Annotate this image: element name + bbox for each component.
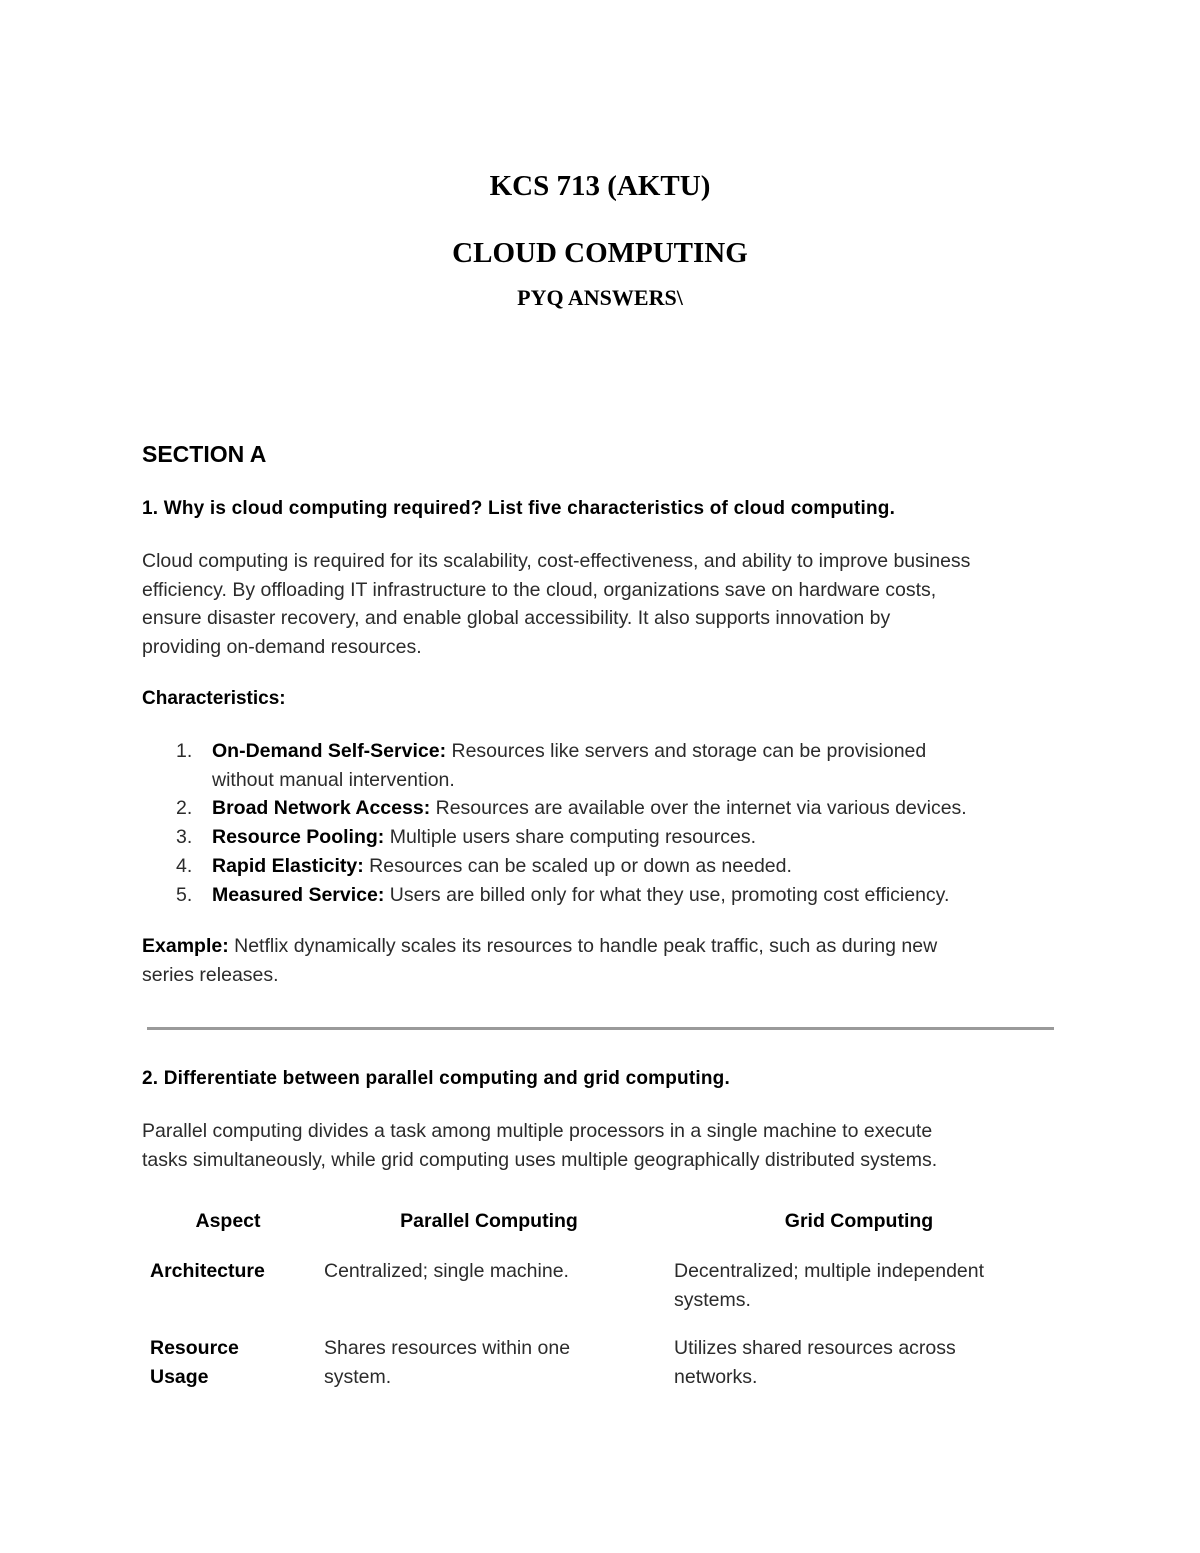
list-term: Resource Pooling: [212, 826, 385, 849]
example-text-cont: series releases. [142, 963, 279, 986]
list-number: 5. [176, 883, 193, 906]
table-row-aspect: Architecture [150, 1260, 265, 1282]
example-label: Example: [142, 935, 229, 957]
cell-line: Resource [150, 1337, 239, 1359]
document-subject: CLOUD COMPUTING [452, 237, 748, 269]
table-header-grid: Grid Computing [784, 1210, 934, 1232]
cell-line: Utilizes shared resources across [674, 1337, 956, 1359]
question-1: 1. Why is cloud computing required? List five characteristics of cloud computing. [142, 498, 896, 519]
document-code: KCS 713 (AKTU) [489, 170, 711, 202]
list-number: 3. [176, 826, 193, 849]
list-term: Rapid Elasticity: [212, 854, 364, 877]
list-desc: Resources like servers and storage can be provisioned [451, 740, 927, 762]
list-item [142, 881, 1062, 910]
list-desc: Multiple users share computing resources. [389, 826, 757, 849]
answer-line: providing on-demand resources. [142, 636, 422, 659]
list-item [142, 737, 1062, 794]
question-2: 2. Differentiate between parallel computing and grid computing. [142, 1068, 730, 1089]
horizontal-divider [147, 1027, 1054, 1030]
answer-line: efficiency. By offloading IT infrastructure to the cloud, organizations save on hardware costs, [142, 578, 937, 601]
list-number: 4. [176, 854, 193, 877]
answer-line: Parallel computing divides a task among multiple processors in a single machine to execute [142, 1120, 933, 1142]
list-desc: Resources are available over the internet via various devices. [435, 797, 967, 820]
characteristics-list [142, 737, 1062, 909]
answer-line: ensure disaster recovery, and enable global accessibility. It also supports innovation by [142, 607, 891, 630]
cell-line: Decentralized; multiple independent [674, 1260, 985, 1282]
cell-line: system. [324, 1365, 392, 1388]
characteristics-label: Characteristics: [142, 688, 286, 709]
example-paragraph [142, 932, 1072, 989]
list-item [142, 852, 1062, 881]
document-tag: PYQ ANSWERS\ [517, 285, 683, 310]
cell-line: systems. [674, 1288, 751, 1311]
cell-line: Shares resources within one [324, 1337, 571, 1359]
list-number: 1. [176, 740, 193, 762]
cell-line: networks. [674, 1365, 758, 1388]
list-item [142, 794, 1062, 823]
answer-line: tasks simultaneously, while grid computing uses multiple geographically distributed systems. [142, 1148, 938, 1171]
answer-line: Cloud computing is required for its scalability, cost-effectiveness, and ability to improve business [142, 550, 971, 572]
list-desc: Resources can be scaled up or down as needed. [369, 854, 792, 877]
list-term: On-Demand Self-Service: [212, 740, 447, 762]
table-cell-grid [674, 1257, 984, 1314]
list-number: 2. [176, 797, 193, 820]
table-cell-grid [674, 1334, 956, 1391]
table-row-aspect [150, 1334, 239, 1391]
table-header-aspect: Aspect [195, 1210, 261, 1232]
list-term: Broad Network Access: [212, 797, 431, 820]
question-2-answer [142, 1117, 1072, 1174]
list-item [142, 823, 1062, 852]
table-header-parallel: Parallel Computing [400, 1210, 578, 1232]
example-text: Netflix dynamically scales its resources to handle peak traffic, such as during new [234, 935, 938, 957]
section-heading: SECTION A [142, 441, 267, 467]
question-1-answer [142, 547, 1072, 662]
table-cell-parallel: Centralized; single machine. [324, 1260, 569, 1282]
list-desc-cont: without manual intervention. [212, 768, 455, 791]
table-cell-parallel [324, 1334, 570, 1391]
list-desc: Users are billed only for what they use, promoting cost efficiency. [389, 883, 950, 906]
list-term: Measured Service: [212, 883, 385, 906]
cell-line: Usage [150, 1365, 209, 1388]
